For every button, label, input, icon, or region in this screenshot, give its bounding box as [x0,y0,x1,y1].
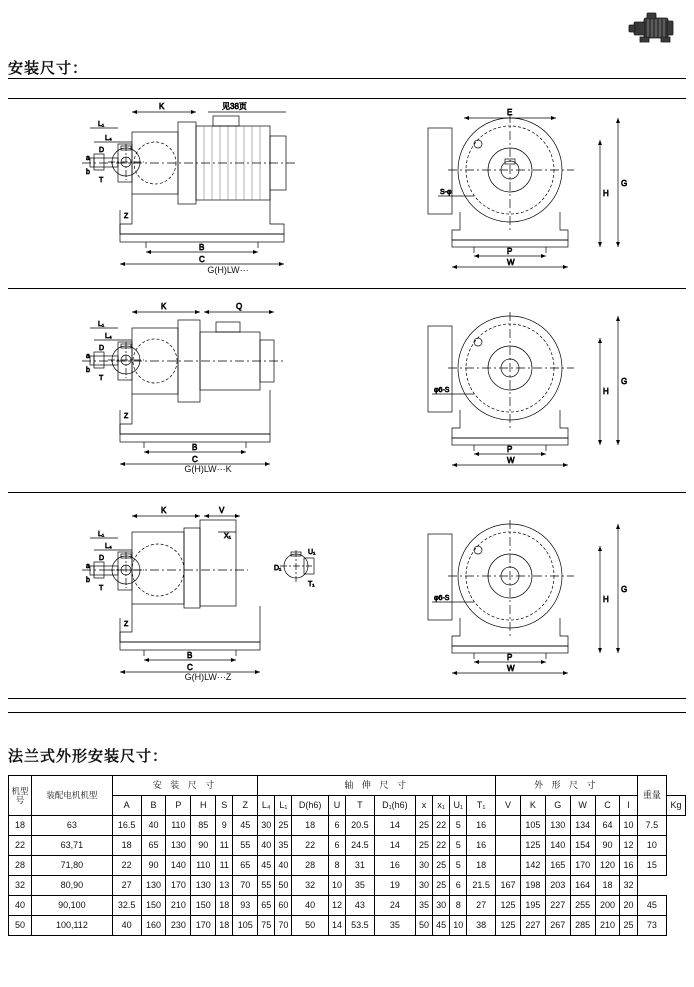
svg-text:U₁: U₁ [308,549,316,556]
svg-text:Z: Z [124,413,129,420]
table-cell: 38 [467,916,496,936]
svg-text:D: D [99,345,105,352]
table-cell: 65 [233,856,258,876]
table-cell: 40 [141,816,166,836]
svg-text:H: H [603,387,609,396]
svg-text:Z: Z [124,621,129,628]
table-cell: 200 [595,896,620,916]
svg-text:a: a [86,353,90,360]
table-cell: 16 [374,856,415,876]
table-cell: 24.5 [346,836,375,856]
table-cell: 21.5 [467,876,496,896]
table-cell: 65 [258,896,275,916]
svg-text:T: T [99,585,104,592]
th-S: S [216,796,233,816]
table-cell: 50 [9,916,32,936]
table-cell: 70 [233,876,258,896]
svg-text:T: T [99,375,104,382]
table-cell: 60 [275,896,292,916]
table-cell: 8 [450,896,467,916]
table-cell: 203 [545,876,570,896]
svg-text:K: K [161,506,167,515]
table-cell: 130 [166,836,191,856]
svg-text:a: a [86,155,90,162]
th-x1: x₁ [433,796,450,816]
table-cell: 35 [415,896,432,916]
th-group-install: 安 装 尺 寸 [112,776,257,796]
table-cell: 10 [620,816,637,836]
table-cell: 227 [545,896,570,916]
table-cell: 40 [9,896,32,916]
table-cell: 164 [570,876,595,896]
table-cell: 63 [32,816,113,836]
table-cell: 32 [620,876,637,896]
th-K: K [520,796,545,816]
th-D1: D₁(h6) [374,796,415,816]
table-cell: 15 [637,856,667,876]
table-cell [496,816,521,836]
table-cell: 90,100 [32,896,113,916]
table-cell: 5 [450,816,467,836]
table-cell: 35 [275,836,292,856]
th-C: C [595,796,620,816]
table-cell: 73 [637,916,667,936]
table-cell: 18 [216,916,233,936]
svg-text:Q: Q [236,302,243,311]
table-cell: 105 [233,916,258,936]
table-row [9,876,686,896]
table-cell: 8 [328,856,345,876]
table-cell: 16.5 [112,816,141,836]
table-cell: 31 [346,856,375,876]
table-cell: 55 [258,876,275,896]
table-cell: 65 [141,836,166,856]
table-cell: 11 [216,836,233,856]
table-cell: 150 [191,896,216,916]
th-B: B [141,796,166,816]
table-cell: 210 [166,896,191,916]
svg-text:K: K [161,302,167,311]
table-cell: 30 [258,816,275,836]
svg-text:L₄: L₄ [105,333,112,340]
table-cell: 110 [166,816,191,836]
svg-text:G: G [621,585,628,594]
th-Kg: Kg [667,796,686,816]
divider [8,492,686,493]
th-group-weight: 重量 [637,776,667,816]
drawing-glw-standard [8,100,686,286]
svg-text:D: D [99,147,105,154]
svg-text:K: K [159,102,165,111]
th-I: I [620,796,637,816]
svg-text:C: C [199,255,205,264]
table-cell: 70 [275,916,292,936]
table-cell: 27 [467,896,496,916]
svg-text:B: B [192,443,198,452]
table-cell: 142 [520,856,545,876]
table-cell: 5 [450,836,467,856]
table-cell: 140 [166,856,191,876]
svg-text:G: G [621,179,628,188]
table-cell: 125 [496,896,521,916]
table-cell: 40 [292,896,329,916]
drawing-caption-2: G(H)LW···K [184,464,232,474]
table-cell: 71,80 [32,856,113,876]
table-cell: 93 [233,896,258,916]
table-cell: 170 [191,916,216,936]
table-cell: 20 [620,896,637,916]
table-cell: 25 [433,856,450,876]
table-cell: 130 [191,876,216,896]
motor-gearbox-icon [622,6,684,50]
drawing-caption-3: G(H)LW···Z [184,672,232,682]
table-cell: 25 [433,876,450,896]
th-W: W [570,796,595,816]
svg-text:G: G [621,377,628,386]
table-cell: 140 [545,836,570,856]
table-cell: 45 [258,856,275,876]
th-T: T [346,796,375,816]
table-cell: 227 [520,916,545,936]
th-D: D(h6) [292,796,329,816]
table-cell: 5 [450,856,467,876]
th-G: G [545,796,570,816]
table-cell: 40 [258,836,275,856]
table-cell: 195 [520,896,545,916]
table-cell: 125 [496,916,521,936]
table-cell: 25 [620,916,637,936]
table-cell: 18 [112,836,141,856]
svg-text:B: B [187,651,193,660]
table-cell: 30 [415,876,432,896]
table-row [9,896,686,916]
th-T1: T₁ [467,796,496,816]
table-group-header-row [9,776,686,796]
table-cell: 18 [292,816,329,836]
svg-text:φ6-S: φ6-S [434,595,450,602]
table-cell: 40 [275,856,292,876]
table-cell: 45 [637,896,667,916]
table-cell: 12 [620,836,637,856]
svg-text:W: W [507,258,515,267]
table-cell: 24 [374,896,415,916]
table-cell [496,856,521,876]
table-cell: 16 [467,816,496,836]
table-cell: 25 [415,816,432,836]
table-cell: 90 [141,856,166,876]
table-cell: 22 [433,816,450,836]
th-A: A [112,796,141,816]
th-x: x [415,796,432,816]
th-H: H [191,796,216,816]
table-cell: 255 [570,896,595,916]
svg-text:b: b [86,169,90,176]
table-cell: 50 [275,876,292,896]
table-row [9,916,686,936]
svg-text:Z: Z [124,213,129,220]
table-cell: 11 [216,856,233,876]
table-cell: 14 [374,836,415,856]
table-cell: 53.5 [346,916,375,936]
svg-text:L₁: L₁ [98,121,105,128]
divider [8,288,686,289]
svg-text:C: C [187,663,193,672]
drawing-glw-z [8,498,686,696]
table-cell: 18 [216,896,233,916]
svg-text:L₁: L₁ [98,531,105,538]
table-cell: 90 [191,836,216,856]
th-L4: L₄ [258,796,275,816]
table-cell: 18 [595,876,620,896]
table-cell: 150 [141,896,166,916]
table-cell: 64 [595,816,620,836]
table-cell: 167 [496,876,521,896]
table-cell [496,836,521,856]
table-cell: 14 [374,816,415,836]
table-cell: 16 [467,836,496,856]
table-cell: 55 [233,836,258,856]
svg-text:b: b [86,577,90,584]
table-cell: 75 [258,916,275,936]
svg-text:P: P [507,247,513,256]
table-row [9,816,686,836]
svg-text:H: H [603,595,609,604]
section-title-installation: 安装尺寸： [8,60,89,77]
table-cell: 170 [570,856,595,876]
table-cell: 130 [141,876,166,896]
divider [8,78,686,79]
table-cell: 134 [570,816,595,836]
table-cell: 6 [328,836,345,856]
table-cell: 16 [620,856,637,876]
svg-text:P: P [507,653,513,662]
svg-text:φ6-S: φ6-S [434,387,450,394]
table-cell: 198 [520,876,545,896]
table-cell: 40 [112,916,141,936]
table-cell: 100,112 [32,916,113,936]
table-cell: 165 [545,856,570,876]
th-model: 机型号 [9,776,32,816]
table-cell: 18 [9,816,32,836]
table-cell: 19 [374,876,415,896]
table-cell: 105 [520,816,545,836]
svg-text:a: a [86,563,90,570]
table-body [9,816,686,936]
th-Z: Z [233,796,258,816]
th-L1: L₁ [275,796,292,816]
table-cell: 80,90 [32,876,113,896]
table-cell: 30 [433,896,450,916]
th-motor-model: 装配电机机型 [32,776,113,816]
table-cell: 22 [433,836,450,856]
th-group-shaft: 轴 伸 尺 寸 [258,776,496,796]
svg-text:C: C [192,455,198,464]
table-cell: 50 [292,916,329,936]
table-cell: 170 [166,876,191,896]
svg-text:T₁: T₁ [308,581,315,588]
table-cell: 154 [570,836,595,856]
svg-text:B: B [199,243,205,252]
table-cell: 6 [450,876,467,896]
table-cell: 14 [328,916,345,936]
table-cell: 45 [433,916,450,936]
svg-text:T: T [99,177,104,184]
table-row [9,856,686,876]
table-cell: 22 [292,836,329,856]
table-cell: 28 [292,856,329,876]
table-cell: 18 [467,856,496,876]
table-cell: 35 [346,876,375,896]
table-cell: 130 [545,816,570,836]
table-cell: 25 [415,836,432,856]
table-cell: 25 [275,816,292,836]
table-cell: 10 [328,876,345,896]
svg-text:X₁: X₁ [224,533,232,540]
svg-text:W: W [507,456,515,465]
table-cell: 285 [570,916,595,936]
table-cell: 7.5 [637,816,667,836]
table-row [9,836,686,856]
table-cell: 110 [191,856,216,876]
th-U1: U₁ [450,796,467,816]
table-cell: 43 [346,896,375,916]
table-cell: 12 [328,896,345,916]
svg-text:b: b [86,367,90,374]
table-cell: 30 [415,856,432,876]
table-cell: 85 [191,816,216,836]
svg-text:E: E [507,108,513,117]
drawing-caption-1: G(H)LW··· [207,265,249,275]
table-cell: 90 [595,836,620,856]
table-cell: 45 [233,816,258,836]
table-cell: 230 [166,916,191,936]
table-cell: 9 [216,816,233,836]
table-cell: 50 [415,916,432,936]
th-V: V [496,796,521,816]
svg-text:W: W [507,664,515,673]
table-cell: 35 [374,916,415,936]
svg-text:V: V [219,506,225,515]
svg-text:P: P [507,445,513,454]
table-cell: 10 [637,836,667,856]
table-cell: 22 [112,856,141,876]
svg-text:S-φ: S-φ [440,189,452,196]
svg-text:L₄: L₄ [105,543,112,550]
table-cell: 160 [141,916,166,936]
table-cell: 13 [216,876,233,896]
table-cell: 210 [595,916,620,936]
table-cell: 125 [520,836,545,856]
table-cell: 20.5 [346,816,375,836]
svg-text:D: D [99,555,105,562]
divider [8,98,686,99]
table-cell: 32 [9,876,32,896]
th-group-outline: 外 形 尺 寸 [496,776,638,796]
table-cell: 28 [9,856,32,876]
table-cell: 27 [112,876,141,896]
dimension-table [8,775,686,936]
svg-text:见38页: 见38页 [222,102,247,111]
table-cell: 32.5 [112,896,141,916]
table-cell: 267 [545,916,570,936]
table-cell: 120 [595,856,620,876]
svg-text:L₄: L₄ [105,135,112,142]
svg-text:L₁: L₁ [98,321,105,328]
divider [8,698,686,699]
table-cell: 22 [9,836,32,856]
divider [8,712,686,713]
table-cell: 63,71 [32,836,113,856]
th-U: U [328,796,345,816]
table-cell: 6 [328,816,345,836]
svg-text:H: H [603,189,609,198]
th-P: P [166,796,191,816]
svg-text:D₁: D₁ [274,565,282,572]
drawing-glw-k [8,292,686,490]
table-cell: 10 [450,916,467,936]
table-cell: 32 [292,876,329,896]
section-title-flange: 法兰式外形安装尺寸： [8,748,169,765]
